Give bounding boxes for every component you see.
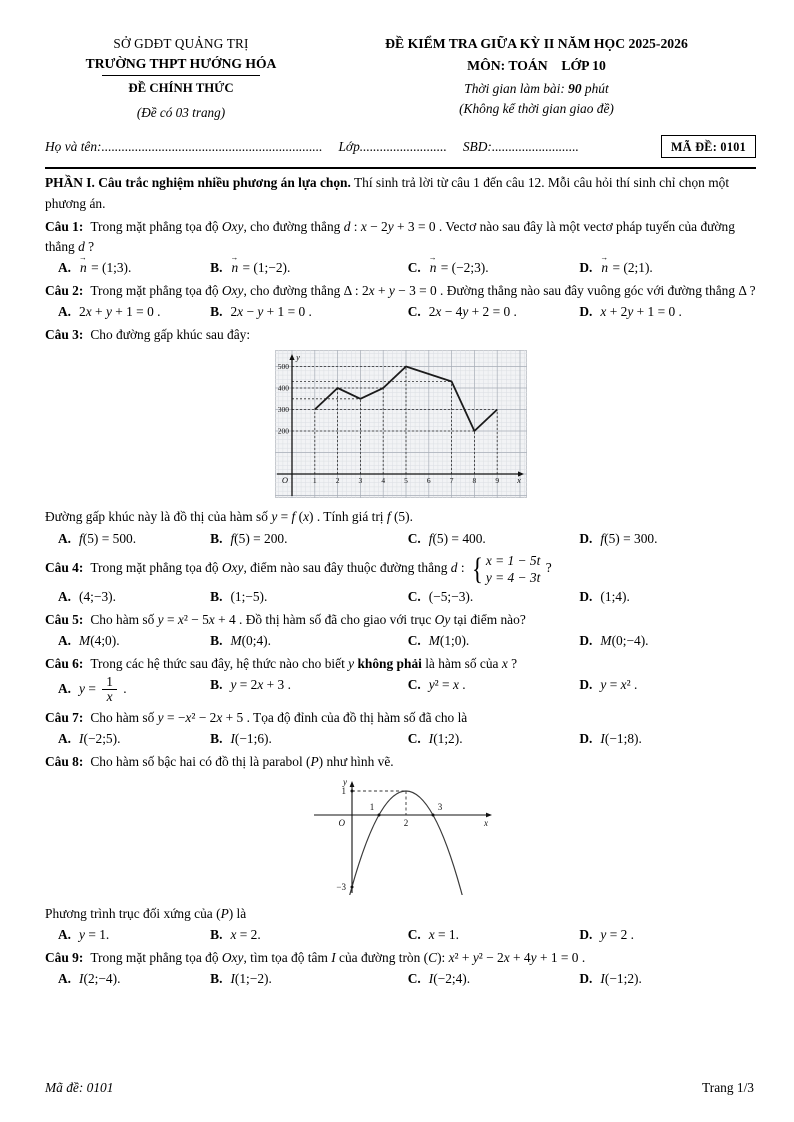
option-key: B. xyxy=(210,304,223,320)
question-2-option-b xyxy=(210,302,408,322)
duration-suffix: phút xyxy=(581,81,609,97)
question-5-label: Câu 5: xyxy=(45,612,84,628)
footer-page-number: Trang 1/3 xyxy=(702,1079,754,1095)
question-9-option-a xyxy=(58,969,210,989)
exam-code-box: MÃ ĐỀ: 0101 xyxy=(661,135,756,158)
question-2-options xyxy=(45,302,756,322)
duration-prefix: Thời gian làm bài: xyxy=(464,81,569,97)
option-key: B. xyxy=(210,677,223,693)
option-text: f(5) = 500. xyxy=(79,530,137,546)
question-5-option-a xyxy=(58,631,210,651)
question-7-label: Câu 7: xyxy=(45,709,84,725)
official-exam-label: ĐỀ CHÍNH THỨC xyxy=(128,81,234,96)
question-1-option-d xyxy=(579,258,756,278)
option-key: A. xyxy=(58,259,72,275)
question-7-options xyxy=(45,729,756,749)
question-8 xyxy=(45,752,756,772)
option-key: C. xyxy=(407,588,421,604)
header-right xyxy=(317,34,756,123)
option-text: 2x − y + 1 = 0 . xyxy=(230,304,312,320)
question-5-option-b xyxy=(210,631,408,651)
option-key: A. xyxy=(58,304,72,320)
question-2 xyxy=(45,281,756,301)
question-4-option-d xyxy=(579,587,756,607)
option-key: B. xyxy=(210,730,223,746)
option-key: C. xyxy=(407,927,421,943)
department-name: SỞ GDĐT QUẢNG TRỊ xyxy=(113,36,249,51)
question-1-option-c xyxy=(408,258,580,278)
option-key: A. xyxy=(58,633,72,649)
option-key: D. xyxy=(579,530,593,546)
svg-text:6: 6 xyxy=(426,476,431,486)
question-2-option-d xyxy=(579,302,756,322)
option-key: C. xyxy=(407,633,421,649)
question-2-option-c xyxy=(408,302,580,322)
class-field xyxy=(338,137,446,157)
option-key: C. xyxy=(407,304,421,320)
question-6 xyxy=(45,654,756,674)
question-5-options xyxy=(45,631,756,651)
question-8-body: Cho hàm số bậc hai có đồ thị là parabol (P) như hình vẽ. xyxy=(90,753,394,769)
option-text: (1;4). xyxy=(600,588,630,604)
duration-minutes: 90 xyxy=(568,81,582,97)
question-1-label: Câu 1: xyxy=(45,218,84,234)
name-label: Họ và tên: xyxy=(45,138,102,154)
class-dotted-line: .......................... xyxy=(359,138,447,154)
svg-text:x: x xyxy=(483,817,488,828)
question-5-option-c xyxy=(408,631,580,651)
question-4-label: Câu 4: xyxy=(45,559,84,575)
option-text: n → = (−2;3). xyxy=(429,260,489,275)
parabola-figure xyxy=(45,777,756,901)
option-text: y = 1. xyxy=(79,927,110,943)
question-4 xyxy=(45,552,756,586)
svg-text:3: 3 xyxy=(437,801,442,812)
question-9-option-d xyxy=(579,969,756,989)
question-9-options xyxy=(45,969,756,989)
svg-text:2: 2 xyxy=(335,476,339,486)
question-5-body: Cho hàm số y = x² − 5x + 4 . Đồ thị hàm số đã cho giao với trục Oy tại điểm nào? xyxy=(90,612,526,628)
option-text: I(−2;4). xyxy=(428,971,471,987)
question-6-option-c xyxy=(408,675,580,704)
option-text: y² = x . xyxy=(428,677,466,693)
question-8-option-c xyxy=(408,925,580,945)
question-1-option-a xyxy=(58,258,210,278)
question-7-option-b xyxy=(210,729,408,749)
option-key: B. xyxy=(210,588,223,604)
svg-text:y: y xyxy=(295,352,300,363)
line-chart-figure xyxy=(45,350,756,504)
question-7-option-c xyxy=(408,729,580,749)
option-key: D. xyxy=(579,304,593,320)
question-4-options xyxy=(45,587,756,607)
option-key: D. xyxy=(579,677,593,693)
option-key: D. xyxy=(579,927,593,943)
option-text: M(4;0). xyxy=(79,633,120,649)
name-field xyxy=(45,137,322,157)
question-8-option-a xyxy=(58,925,210,945)
svg-text:O: O xyxy=(338,817,345,828)
subject-line: MÔN: TOÁN LỚP 10 xyxy=(467,57,606,73)
option-key: C. xyxy=(407,971,421,987)
question-9-option-c xyxy=(408,969,580,989)
question-5 xyxy=(45,610,756,630)
svg-text:3: 3 xyxy=(358,476,362,486)
svg-text:7: 7 xyxy=(449,476,453,486)
question-3-body-after xyxy=(45,507,756,527)
svg-text:200: 200 xyxy=(277,426,289,436)
question-6-option-b xyxy=(210,675,408,704)
part1-heading-rest: Thí sinh trả lời từ câu 1 đến câu 12. Mỗi câu hỏi thí sinh chỉ chọn một phương án. xyxy=(45,175,730,211)
question-6-label: Câu 6: xyxy=(45,656,84,672)
question-3-option-b xyxy=(210,529,408,549)
question-9-option-b xyxy=(210,969,408,989)
question-8-option-d xyxy=(579,925,756,945)
option-key: B. xyxy=(210,971,223,987)
option-key: C. xyxy=(407,259,421,275)
svg-text:8: 8 xyxy=(472,476,476,486)
option-text: f(5) = 200. xyxy=(230,530,288,546)
option-key: D. xyxy=(579,730,593,746)
question-2-option-a xyxy=(58,302,210,322)
option-key: B. xyxy=(210,259,223,275)
question-8-option-b xyxy=(210,925,408,945)
question-9 xyxy=(45,948,756,968)
question-3-after-text: Đường gấp khúc này là đồ thị của hàm số y = f (x) . Tính giá trị f (5). xyxy=(45,509,413,525)
school-name: TRƯỜNG THPT HƯỚNG HÓA xyxy=(85,55,277,71)
exam-title: ĐỀ KIỂM TRA GIỮA KỲ II NĂM HỌC 2025-2026 xyxy=(385,36,688,51)
svg-text:x: x xyxy=(516,475,521,486)
question-3-body: Cho đường gấp khúc sau đây: xyxy=(90,327,251,343)
option-text: I(−2;5). xyxy=(79,730,121,746)
question-8-label: Câu 8: xyxy=(45,753,84,769)
question-4-option-a xyxy=(58,587,210,607)
svg-text:1: 1 xyxy=(369,801,374,812)
question-7-option-d xyxy=(579,729,756,749)
line-chart-svg xyxy=(275,350,527,498)
option-text: M(1;0). xyxy=(428,633,470,649)
svg-text:4: 4 xyxy=(380,476,385,486)
parabola-svg xyxy=(306,777,496,895)
question-9-body: Trong mặt phẳng tọa độ Oxy, tìm tọa độ tâm I của đường tròn (C): x² + y² − 2x + 4y + 1 = 0 . xyxy=(90,950,586,966)
svg-text:400: 400 xyxy=(277,383,289,393)
option-text: I(−1;8). xyxy=(600,730,642,746)
divider-rule xyxy=(45,167,756,169)
duration-line xyxy=(317,79,756,99)
option-text: f(5) = 400. xyxy=(428,530,486,546)
question-1 xyxy=(45,217,756,257)
question-8-options xyxy=(45,925,756,945)
svg-text:500: 500 xyxy=(277,362,289,372)
option-text: y = x² . xyxy=(600,677,638,693)
question-5-option-d xyxy=(579,631,756,651)
question-4-option-c xyxy=(408,587,580,607)
option-text: x + 2y + 1 = 0 . xyxy=(600,304,682,320)
option-text: (4;−3). xyxy=(79,588,116,604)
question-3-option-c xyxy=(408,529,580,549)
option-text: y = $\frac{1}{x}$ . xyxy=(79,674,127,705)
option-text: I(1;−2). xyxy=(230,971,272,987)
option-key: D. xyxy=(579,588,593,604)
option-text: I(1;2). xyxy=(428,730,463,746)
option-text: 2x + y + 1 = 0 . xyxy=(79,304,161,320)
svg-text:O: O xyxy=(281,475,288,486)
question-1-body: Trong mặt phẳng tọa độ Oxy, cho đường thẳng d : x − 2y + 3 = 0 . Vectơ nào sau đây là một vectơ pháp tuyến của đường thẳng d ? xyxy=(45,218,735,254)
option-key: B. xyxy=(210,927,223,943)
pages-note: (Đề có 03 trang) xyxy=(136,105,226,121)
question-4-option-b xyxy=(210,587,408,607)
svg-text:y: y xyxy=(342,776,347,787)
option-key: A. xyxy=(58,681,72,697)
option-text: n → = (2;1). xyxy=(600,260,652,275)
sbd-dotted-line: .......................... xyxy=(491,138,579,154)
question-3-label: Câu 3: xyxy=(45,327,84,343)
option-text: 2x − 4y + 2 = 0 . xyxy=(428,304,517,320)
question-4-body: Trong mặt phẳng tọa độ Oxy, điểm nào sau đây thuộc đường thẳng d : { x = 1 − 5t y = 4 − 3t ? xyxy=(90,551,552,587)
option-text: y = 2x + 3 . xyxy=(230,677,291,693)
option-key: A. xyxy=(58,530,72,546)
question-3-option-a xyxy=(58,529,210,549)
option-text: n → = (1;3). xyxy=(79,260,131,275)
question-6-body: Trong các hệ thức sau đây, hệ thức nào cho biết y không phải là hàm số của x ? xyxy=(90,656,518,672)
option-key: C. xyxy=(407,530,421,546)
svg-text:300: 300 xyxy=(277,405,289,415)
school-underline xyxy=(102,75,260,76)
page-footer xyxy=(45,1078,754,1098)
question-7 xyxy=(45,708,756,728)
header-left xyxy=(45,34,317,123)
footer-exam-code: Mã đề: 0101 xyxy=(45,1079,114,1095)
option-text: I(2;−4). xyxy=(79,971,121,987)
option-key: B. xyxy=(210,530,223,546)
option-key: A. xyxy=(58,730,72,746)
option-key: C. xyxy=(407,677,421,693)
question-2-label: Câu 2: xyxy=(45,283,84,299)
question-1-options xyxy=(45,258,756,278)
question-6-option-d xyxy=(579,675,756,704)
option-text: I(−1;2). xyxy=(600,971,642,987)
option-text: y = 2 . xyxy=(600,927,635,943)
option-text: M(0;−4). xyxy=(600,633,649,649)
option-text: I(−1;6). xyxy=(230,730,272,746)
svg-text:1: 1 xyxy=(341,785,346,796)
option-key: D. xyxy=(579,971,593,987)
option-key: A. xyxy=(58,927,72,943)
option-key: C. xyxy=(407,730,421,746)
option-text: M(0;4). xyxy=(230,633,271,649)
option-text: x = 2. xyxy=(230,927,261,943)
class-label: Lớp xyxy=(338,138,360,154)
option-key: B. xyxy=(210,633,223,649)
question-9-label: Câu 9: xyxy=(45,950,84,966)
svg-text:9: 9 xyxy=(494,476,499,486)
duration-note: (Không kể thời gian giao đề) xyxy=(459,101,614,117)
svg-text:5: 5 xyxy=(403,476,408,486)
option-key: D. xyxy=(579,633,593,649)
option-text: (−5;−3). xyxy=(428,588,474,604)
question-3 xyxy=(45,325,756,345)
svg-text:2: 2 xyxy=(403,817,408,828)
sbd-label: SBD: xyxy=(462,138,492,154)
option-text: n → = (1;−2). xyxy=(230,260,290,275)
question-8-body-after xyxy=(45,904,756,924)
question-3-options xyxy=(45,529,756,549)
question-7-option-a xyxy=(58,729,210,749)
option-key: A. xyxy=(58,588,72,604)
question-6-option-a xyxy=(58,675,210,704)
question-6-options xyxy=(45,675,756,704)
exam-header xyxy=(45,34,756,123)
option-text: x = 1. xyxy=(428,927,459,943)
option-text: f(5) = 300. xyxy=(600,530,658,546)
option-key: D. xyxy=(579,259,593,275)
part1-heading-bold: PHẦN I. Câu trắc nghiệm nhiều phương án lựa chọn. xyxy=(45,175,351,191)
svg-text:−3: −3 xyxy=(335,881,346,892)
question-7-body: Cho hàm số y = −x² − 2x + 5 . Tọa độ đỉnh của đồ thị hàm số đã cho là xyxy=(90,709,468,725)
student-info-row xyxy=(45,135,756,158)
part1-heading xyxy=(45,173,756,213)
option-text: (1;−5). xyxy=(230,588,268,604)
question-2-body: Trong mặt phẳng tọa độ Oxy, cho đường thẳng Δ : 2x + y − 3 = 0 . Đường thẳng nào sau đây vuông góc với đường thẳng Δ ? xyxy=(90,283,756,299)
option-key: A. xyxy=(58,971,72,987)
question-8-after-text: Phương trình trục đối xứng của (P) là xyxy=(45,905,247,921)
question-1-option-b xyxy=(210,258,408,278)
sbd-field xyxy=(463,137,579,157)
question-3-option-d xyxy=(579,529,756,549)
svg-text:1: 1 xyxy=(312,476,317,486)
name-dotted-line: .................................................................. xyxy=(101,138,323,154)
